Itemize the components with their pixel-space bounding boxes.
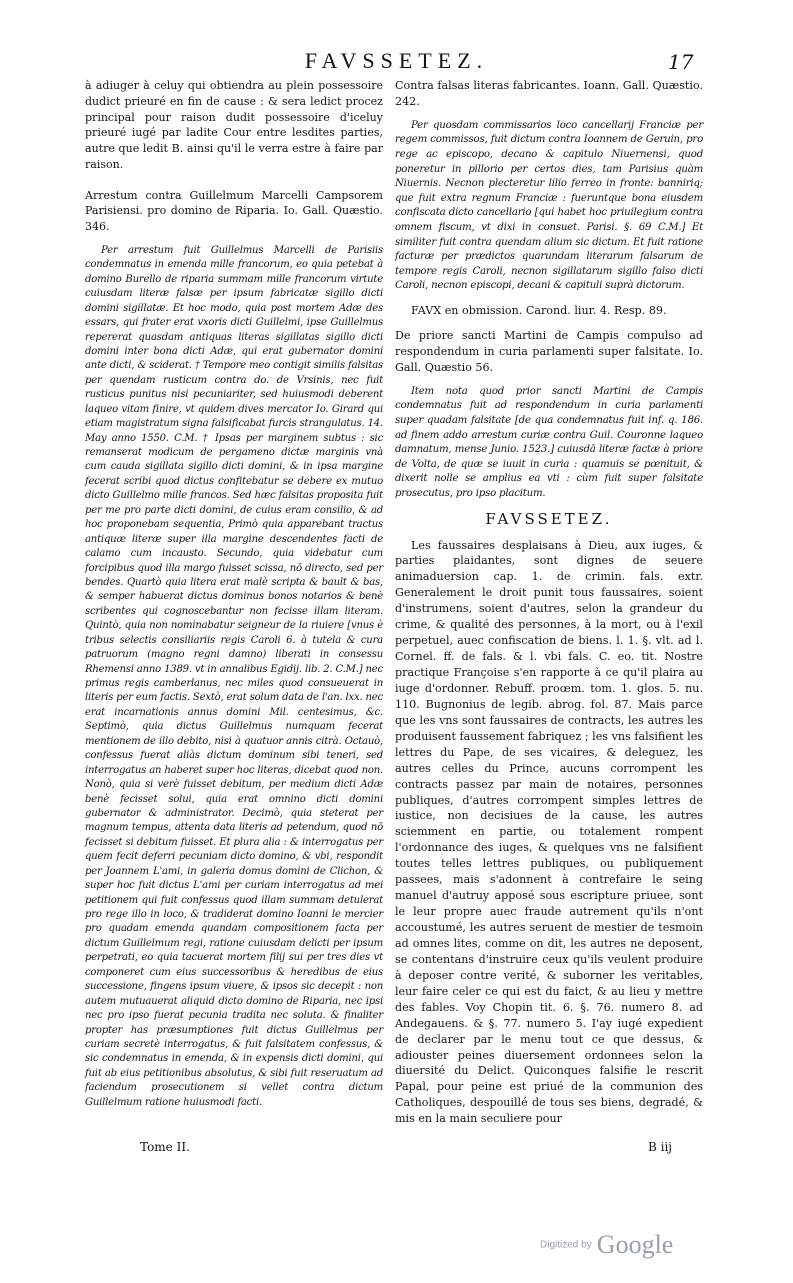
running-title: FAVSSETEZ. [304,48,489,73]
right-case-title-1: Contra falsas literas fabricantes. Ioann. Gall. Quæstio. 242. [395,79,703,108]
digitized-watermark [540,1230,673,1260]
left-continuation-paragraph: à adiuger à celuy qui obtiendra au plein possessoire dudict prieuré en fin de cause : & sera ledict procez principal pour raison dudit possessoire d'iceluy prieuré iugé par ladite Cour entre lesdites parties, autre que ledit B. ainsi qu'il le verra estre à faire par raison. [85,79,383,171]
left-latin-arrestum: Per arrestum fuit Guillelmus Marcelli de Parisiis condemnatus in emenda mille francorum, eo quia petebat à domino Burello de riparia summam mille francorum virtute cuiusdam literæ falsæ per ipsum fabricatæ sigillo dicti domini sigillatæ. Et hoc modo, quia post mortem Adæ des essars, qui frater erat vxoris dicti Guillelmi, ipse Guillelmus repererat quasdam antiquas literas sigillatas sigillo dicti domini inter bona dicti Adæ, qui erat gubernator domini ante dicti, & sciderat. † Tempore meo contigit similis falsitas per quendam rusticum contra do. de Vrsinis, nec fuit rusticus punitus nisi pecuniariter, sed huiusmodi deberent laqueo vitam finire, vt quidem dives mercator Io. Girard qui etiam magistratum signa falsificabat furcis strangulatus. 14. May anno 1550. C.M. † Ipsas per marginem subtus : sic remanserat modicum de pergameno dictæ marginis vnà cum cauda sigillata sigillo dicti domini, & in ipsa margine fecerat scribi quod dictus confitebatur se debere ex mutuo dicto Guillelmo mille francos. Sed hæc falsitas proposita fuit per me pro parte dicti domini, de cuius eram consilio, & ad hoc proponebam sequentia, Primò quia apparebant tractus antiquæ literæ super illa margine descendentes facti de calamo cum incausto. Secundo, quia videbatur cum forcipibus quod illa margo fuisset scissa, nō directo, sed per bendes. Quartò quia litera erat malè scripta & bault & bas, & semper habuerat dictus dominus bonos notarios & benè scribentes qui cognoscebantur non fecisse illam literam. Quintò, quia non nominabatur seigneur de la riuiere [vnus è tribus selectis consiliariis regis Caroli 6. à tutela & cura patruorum (magno regni damno) liberati in consessu Rhemensi anno 1389. vt in annalibus Egidij. lib. 2. C.M.] nec primus regis camberlanus, nec miles quod consueuerat in literis per eum factis. Sextò, erat solum data de l'an. lxx. nec erat incarnationis annus domini Mil. centesimus, &c. Septimò, quia dictus Guillelmus numquam fecerat mentionem de illo debito, nisi à quatuor annis citrà. Octauò, confessus fuerat aliàs dictum dominum sibi teneri, sed interrogatus an haberet super hoc literas, dicebat quod non. Nonò, quia si verè fuisset debitum, per medium dicti Adæ benè fecisset solui, quia erat omnino dicti domini gubernator & administrator. Decimò, quia steterat per magnum tempus, attenta data literis ad petendum, quod nō fecisset si debitum fuisset. Et plura alia : & interrogatus per quem fecit deferri pecuniam dicto domino, & vbi, respondit per Joannem L'ami, in galeria domus domini de Clichon, & super hoc fuit dictus L'ami per curiam interrogatus ad mei petitionem qui fuit confessus quod illam summam detulerat pro rege illo in loco, & tradiderat domino Ioanni le mercier pro quadam emenda quandam compositionem facta per dictum Guillelmum regi, ratione cuiusdam delicti per ipsum perpetrati, eo quia tacuerat mortem filij sui per tres dies vt componeret cum eius successoribus & heredibus de eius successione, fingens ipsum viuere, & ipsos sic decepit : non autem mutuauerat aliquid dicto domino de Riparia, nec ipsi nec pro ipso fuerat pecunia tradita nec soluta. & finaliter propter has præsumptiones fuit dictus Guillelmus per curiam secretè interrogatus, & fuit falsitatem confessus, & sic condemnatus in emenda, & in expensis dicti domini, qui fuit ab eius petitionibus absolutus, & sibi fuit reseruatum ad faciendum prosecutionem si vellet contra dictum Guillelmum ratione huiusmodi facti. [85,244,383,1108]
volume-marker: Tome II. [140,1140,190,1154]
right-latin-prior: Item nota quod prior sancti Martini de Campis condemnatus fuit ad respondendum in curia parlamenti super quadam falsitate [de qua condemnatus fuit inf. q. 186. ad finem addo arrestum curiæ contra Guil. Couronne laqueo damnatum, mense Junio. 1523.] cuiusdā literæ factæ à priore de Volta, de quæ se iuuit in curia : quamuis se pœnituit, & dixerit nolle se amplius ea vti : cùm fuit super falsitate prosecutus, pro ipso placitum. [395,385,703,499]
watermark-prefix: Digitized by [540,1239,592,1251]
section-heading: FAVSSETEZ. [485,509,613,528]
right-latin-commissarios: Per quosdam commissarios loco cancellarij Franciæ per regem commissos, fuit dictum contra Ioannem de Geruin, pro rege ac episcopo, decano & capitulo Niuernensi, quod poneretur in pillorio per certos dies, tam Parisius quàm Niuernis. Necnon plecteretur lilio ferreo in fronte: banniriq; que fuit extra regnum Franciæ : fueruntque bona eiusdem confiscata dicto cancellario [qui habet hoc priuilegium contra omnem fiscum, vt dixi in consuet. Parisi. §. 69 C.M.] Et similiter fuit contra quendam alium sic dictum. Et fuit ratione facturæ per prædictos quarundam literarum falsarum de tempore regis Caroli, necnon sigillatarum sigillo falso dicti Caroli, necnon episcopi, decani & capituli suprà dictorum. [395,119,703,292]
page-header [0,48,793,76]
right-faux-obmission: FAVX en obmission. Carond. liur. 4. Resp. 89. [411,304,667,317]
signature-mark: B iij [648,1140,673,1154]
right-case-title-2: De priore sancti Martini de Campis compulso ad respondendum in curia parlamenti super falsitate. Io. Gall. Quæstio 56. [395,328,703,374]
right-french-body: Les faussaires desplaisans à Dieu, aux iuges, & parties plaidantes, sont dignes de seuere animaduersion cap. 1. de crimin. fals. extr. Generalement le droit punit tous faussaires, soient d'instrumens, soient d'autres, selon la grandeur du crime, & qualité des personnes, à la mort, ou à l'exil perpetuel, auec confiscation de biens. l. 1. §. vlt. ad l. Cornel. ff. de fals. & l. vbi fals. C. eo. tit. Nostre practique Françoise s'en rapporte à ce qu'il plaira au iuge d'ordonner. Rebuff. proœm. tom. 1. glos. 5. nu. 110. Bugnonius de legib. abrog. fol. 87. Mais parce que les vns sont faussaires de contracts, les autres les produisent faussement fabriquez ; les vns falsifient les lettres du Pape, de ses vicaires, & deleguez, les autres celles du Prince, aucuns corrompent les contracts passez par main de notaires, personnes publiques, d'autres corrompent simples lettres de iustice, non decisiues de la cause, les autres sciemment en partie, ou totalement rompent l'ordonnance des iuges, & quelques vns ne falsifient toutes telles lettres publiques, ou publiquement passees, mais s'adonnent à contrefaire le seing manuel d'autruy apposé sous escripture priuee, sont le leur propre auec fraude autrement qu'ils n'ont accoustumé, les autres seruent de mestier de tesmoin ad omnes lites, comme on dit, les autres ne deposent, se contentans d'instruire ceux qu'ils veulent produire à deposer contre verité, & suborner les veritables, leur faire celer ce qui est du faict, & au lieu y mettre des fables. Voy Chopin tit. 6. §. 76. numero 8. ad Andegauens. & §. 77. numero 5. I'ay iugé expedient de declarer par le menu tout ce que dessus, & adiouster peines diuersement ordonnees selon la diuersité du Delict. Quiconques falsifie le rescrit Papal, pour peine est priué de la communion des Catholiques, despouillé de tous ses biens, degradé, & mis en la main seculiere pour [395,538,703,1126]
right-column [395,78,703,1130]
page-number: 17 [668,50,694,74]
left-column [85,78,383,1113]
left-case-title: Arrestum contra Guillelmum Marcelli Campsorem Parisiensi. pro domino de Riparia. Io. Gall. Quæstio. 346. [85,188,383,234]
google-logo: Google [596,1230,674,1259]
